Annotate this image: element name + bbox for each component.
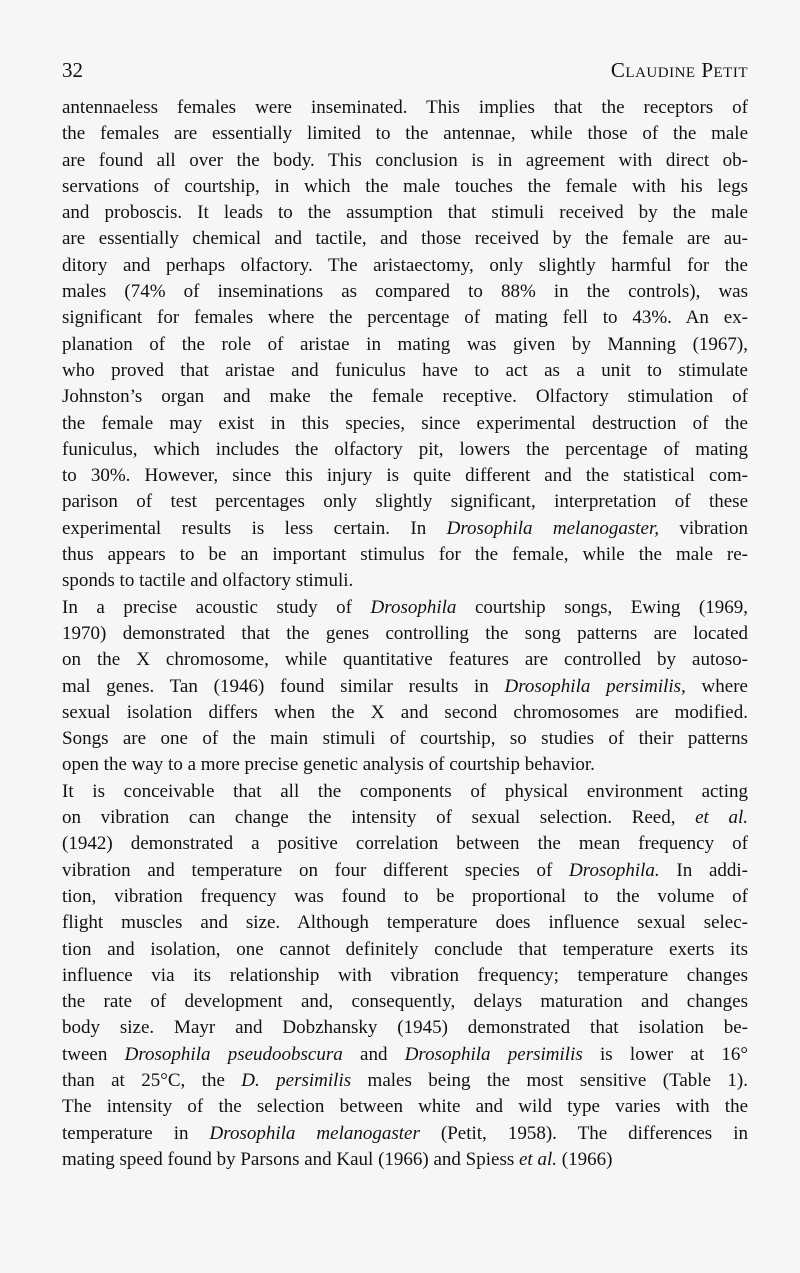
text-line xyxy=(62,279,748,305)
text-run: parison of test percentages only slightly significant, interpretation of these xyxy=(62,491,748,513)
text-run: vibration and temperature on four different species of xyxy=(62,859,570,881)
text-line xyxy=(62,95,748,121)
italic-text: Drosophila xyxy=(370,596,457,618)
text-line xyxy=(62,726,748,752)
text-run: mating speed found by Parsons and Kaul (1966) and Spiess xyxy=(62,1148,519,1170)
body-text xyxy=(62,95,748,1173)
page-number: 32 xyxy=(62,58,83,82)
text-run: males being the most sensitive (Table 1). xyxy=(351,1069,748,1091)
text-line xyxy=(62,489,748,515)
text-run: the rate of development and, consequently, delays maturation and changes xyxy=(62,991,748,1013)
text-line xyxy=(62,752,748,778)
text-line xyxy=(62,1121,748,1147)
page-header xyxy=(62,58,748,83)
text-run: influence via its relationship with vibration frequency; temperature changes xyxy=(62,964,748,986)
italic-text: D. persimilis xyxy=(241,1069,352,1091)
text-line xyxy=(62,174,748,200)
text-run: significant for females where the percentage of mating fell to 43%. An ex- xyxy=(62,307,748,329)
text-line xyxy=(62,332,748,358)
text-line xyxy=(62,121,748,147)
text-run: (Petit, 1958). The differences in xyxy=(419,1122,748,1144)
text-line xyxy=(62,305,748,331)
text-run: ditory and perhaps olfactory. The aristaectomy, only slightly harmful for the xyxy=(62,254,748,276)
text-run: to 30%. However, since this injury is quite different and the statistical com- xyxy=(62,465,748,487)
text-line xyxy=(62,884,748,910)
text-line xyxy=(62,358,748,384)
text-line xyxy=(62,253,748,279)
text-run: flight muscles and size. Although temperature does influence sexual selec- xyxy=(62,912,748,934)
text-line xyxy=(62,1015,748,1041)
text-line xyxy=(62,226,748,252)
text-run: the female may exist in this species, since experimental destruction of the xyxy=(62,412,748,434)
text-line xyxy=(62,674,748,700)
text-line xyxy=(62,700,748,726)
text-run: the females are essentially limited to the antennae, while those of the male xyxy=(62,123,748,145)
text-run: and xyxy=(342,1043,405,1065)
text-run: Johnston’s organ and make the female receptive. Olfactory stimulation of xyxy=(62,386,748,408)
italic-text: Drosophila pseudoobscura xyxy=(124,1043,343,1065)
text-line xyxy=(62,805,748,831)
italic-text: et al. xyxy=(519,1148,557,1170)
text-run: antennaeless females were inseminated. This implies that the receptors of xyxy=(62,97,748,118)
text-line xyxy=(62,989,748,1015)
text-run: and proboscis. It leads to the assumption that stimuli received by the male xyxy=(62,202,748,224)
text-line xyxy=(62,411,748,437)
text-line xyxy=(62,568,748,594)
text-run: thus appears to be an important stimulus for the female, while the male re- xyxy=(62,544,748,566)
text-run: experimental results is less certain. In xyxy=(62,517,447,539)
text-line xyxy=(62,516,748,542)
text-run: body size. Mayr and Dobzhansky (1945) demonstrated that isolation be- xyxy=(62,1017,748,1039)
text-run: (1942) demonstrated a positive correlation between the mean frequency of xyxy=(62,833,748,855)
text-line xyxy=(62,1042,748,1068)
text-line xyxy=(62,1094,748,1120)
text-line xyxy=(62,621,748,647)
text-line xyxy=(62,148,748,174)
text-run: In a precise acoustic study of xyxy=(62,596,371,618)
text-run: funiculus, which includes the olfactory pit, lowers the percentage of mating xyxy=(62,438,748,460)
text-run: who proved that aristae and funiculus have to act as a unit to stimulate xyxy=(62,359,748,381)
text-run: on the X chromosome, while quantitative features are controlled by autoso- xyxy=(62,649,748,671)
text-line xyxy=(62,200,748,226)
text-run: than at 25°C, the xyxy=(62,1069,242,1091)
text-line xyxy=(62,963,748,989)
text-run: on vibration can change the intensity of sexual selection. Reed, xyxy=(62,807,696,829)
italic-text: Drosophila persimilis xyxy=(404,1043,583,1065)
text-run: 1970) demonstrated that the genes controlling the song patterns are located xyxy=(62,622,748,644)
italic-text: Drosophila. xyxy=(569,859,660,881)
page xyxy=(62,58,748,1173)
text-line xyxy=(62,858,748,884)
text-run: tion, vibration frequency was found to be proportional to the volume of xyxy=(62,885,748,907)
text-line xyxy=(62,542,748,568)
text-run: temperature in xyxy=(62,1122,210,1144)
text-run: tween xyxy=(62,1043,125,1065)
text-run: vibration xyxy=(658,517,748,539)
text-line xyxy=(62,910,748,936)
text-run: are essentially chemical and tactile, and those received by the female are au- xyxy=(62,228,748,250)
text-run: where xyxy=(685,675,748,697)
text-run: (1966) xyxy=(557,1148,613,1170)
text-line xyxy=(62,937,748,963)
text-run: sexual isolation differs when the X and second chromosomes are modified. xyxy=(62,701,748,723)
text-run: are found all over the body. This conclusion is in agreement with direct ob- xyxy=(62,149,748,171)
text-run: males (74% of inseminations as compared to 88% in the controls), was xyxy=(62,281,748,303)
text-line xyxy=(62,779,748,805)
text-line xyxy=(62,384,748,410)
text-run: The intensity of the selection between white and wild type varies with the xyxy=(62,1096,748,1118)
text-run: is lower at 16° xyxy=(582,1043,748,1065)
text-line xyxy=(62,1147,748,1173)
text-run: tion and isolation, one cannot definitely conclude that temperature exerts its xyxy=(62,938,748,960)
text-run: servations of courtship, in which the male touches the female with his legs xyxy=(62,175,748,197)
text-line xyxy=(62,1068,748,1094)
text-line xyxy=(62,437,748,463)
text-run: planation of the role of aristae in mating was given by Manning (1967), xyxy=(62,333,748,355)
text-run: mal genes. Tan (1946) found similar results in xyxy=(62,675,505,697)
text-line xyxy=(62,647,748,673)
text-run: It is conceivable that all the components of physical environment acting xyxy=(62,780,748,802)
italic-text: Drosophila melanogaster xyxy=(209,1122,420,1144)
text-run: open the way to a more precise genetic analysis of courtship behavior. xyxy=(62,754,595,776)
italic-text: Drosophila persimilis, xyxy=(504,675,686,697)
text-run: Songs are one of the main stimuli of courtship, so studies of their patterns xyxy=(62,728,748,750)
text-run: courtship songs, Ewing (1969, xyxy=(456,596,749,618)
paragraph xyxy=(62,595,748,779)
running-head: Claudine Petit xyxy=(610,58,748,82)
italic-text: et al. xyxy=(695,807,748,829)
text-run: sponds to tactile and olfactory stimuli. xyxy=(62,570,354,592)
paragraph xyxy=(62,779,748,1173)
text-run: In addi- xyxy=(659,859,748,881)
paragraph xyxy=(62,95,748,595)
text-line xyxy=(62,831,748,857)
text-line xyxy=(62,463,748,489)
italic-text: Drosophila melanogaster, xyxy=(446,517,659,539)
text-line xyxy=(62,595,748,621)
